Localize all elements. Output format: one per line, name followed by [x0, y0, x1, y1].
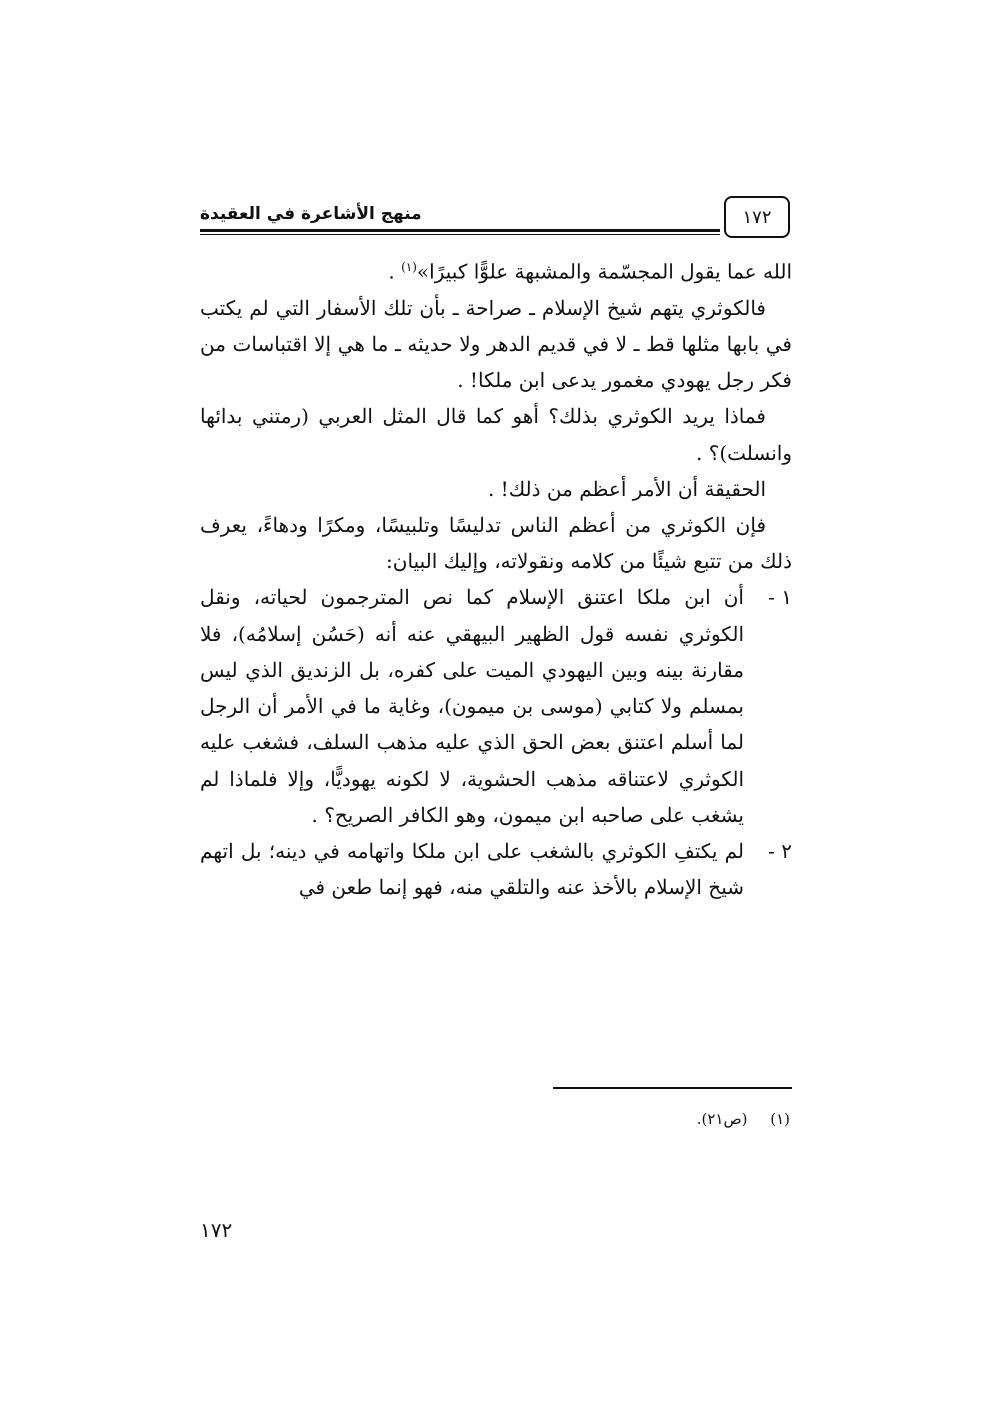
footnote-text: (ص٢١).: [696, 1110, 748, 1128]
quote-end-text: الله عما يقول المجسّمة والمشبهة علوًّا كبيرًا»: [416, 259, 792, 284]
header-page-number: ١٧٢: [724, 196, 790, 238]
quote-end-punct: .: [388, 259, 402, 284]
paragraph-truth: الحقيقة أن الأمر أعظم من ذلك! .: [487, 476, 766, 501]
running-header: [200, 196, 790, 240]
paragraph-quote-end: [200, 249, 792, 290]
main-text: [200, 249, 792, 905]
list-item-2-number: ٢ -: [768, 838, 792, 863]
footnote: [697, 1110, 790, 1128]
header-rule-thick: [200, 229, 720, 232]
footer-page-number: ١٧٢: [200, 1218, 233, 1242]
list-item-2: [200, 833, 792, 905]
book-title: منهج الأشاعرة في العقيدة: [200, 204, 422, 224]
paragraph-question: فماذا يريد الكوثري بذلك؟ أهو كما قال المثل العربي (رمتني بدائها وانسلت)؟ .: [200, 404, 792, 465]
paragraph-deception: فإن الكوثري من أعظم الناس تدليسًا وتلبيسًا، ومكرًا ودهاءً، يعرف ذلك من تتبع شيئًا من كلامه ونقولاته، وإليك البيان:: [200, 513, 792, 574]
header-rule-thin: [200, 234, 720, 235]
list-item-2-text: لم يكتفِ الكوثري بالشغب على ابن ملكا واتهامه في دينه؛ بل اتهم شيخ الإسلام بالأخذ عنه والتلقي منه، فهو إنما طعن في: [200, 838, 744, 900]
list-item-1: [200, 579, 792, 832]
footnote-separator: [553, 1087, 792, 1089]
footnote-ref: (١): [401, 260, 417, 274]
paragraph-accusation: فالكوثري يتهم شيخ الإسلام ـ صراحة ـ بأن تلك الأسفار التي لم يكتب في بابها مثلها قط ـ لا في قديم الدهر ولا حديثه ـ ما هي إلا اقتباسات من فكر رجل يهودي مغمور يدعى ابن ملكا! .: [200, 295, 792, 393]
list-item-1-text: أن ابن ملكا اعتنق الإسلام كما نص المترجمون لحياته، ونقل الكوثري نفسه قول الظهير البيهقي عنه أنه (حَسُن إسلامُه)، فلا مقارنة بينه وبين اليهودي الميت على كفره، بل الزنديق الذي ليس بمسلم ولا كتابي (موسى بن ميمون)، وغاية ما في الأمر أن الرجل لما أسلم اعتنق بعض الحق الذي عليه مذهب السلف، فشغب عليه الكوثري لاعتناقه مذهب الحشوية، لا لكونه يهوديًّا، وإلا فلماذا لم يشغب على صاحبه ابن ميمون، وهو الكافر الصريح؟ .: [200, 585, 744, 827]
list-item-1-number: ١ -: [768, 585, 792, 610]
footnote-number: (١): [770, 1110, 790, 1128]
